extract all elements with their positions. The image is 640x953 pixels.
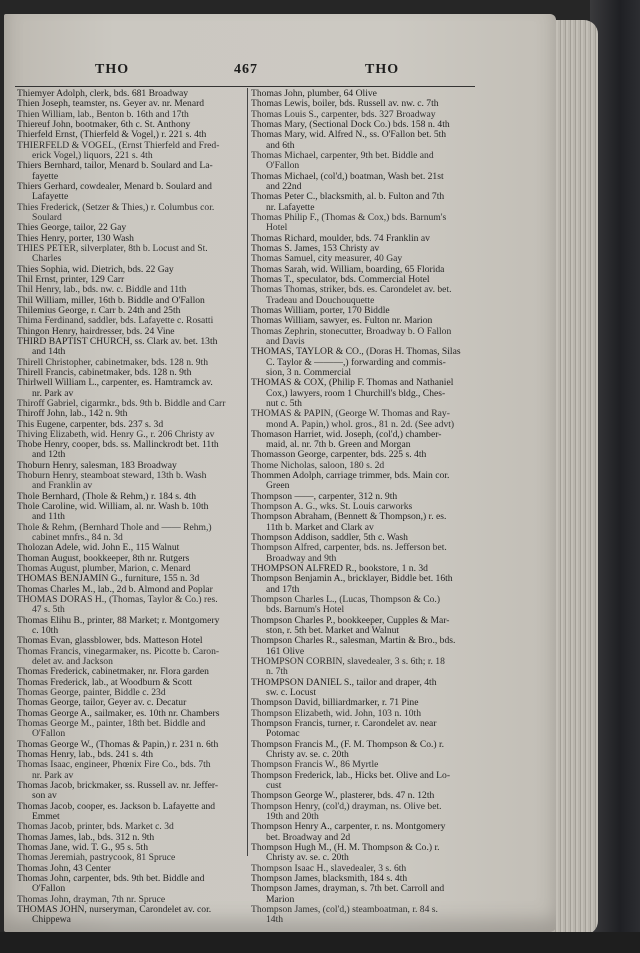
entry-line: Thiers Bernhard, tailor, Menard b. Soulard and La- (17, 160, 213, 172)
directory-entry (251, 678, 479, 699)
directory-entry (251, 285, 479, 306)
entry-continuation-line: Tradeau and Douchouquette (266, 294, 375, 306)
entry-line: Thierfeld Ernst, (Thierfeld & Vogel,) r. 221 s. 4th (17, 129, 207, 141)
entry-line: Thompson Alfred, carpenter, bds. ns. Jefferson bet. (251, 542, 447, 554)
entry-line: Thomas George, painter, Biddle c. 23d (17, 687, 166, 699)
entry-continuation-line: Emmet (32, 810, 60, 822)
directory-entry (17, 595, 246, 616)
directory-entry (17, 182, 246, 203)
entry-line: Thilemius George, r. Carr b. 24th and 25th (17, 304, 181, 316)
entry-line: Thies Henry, porter, 130 Wash (17, 232, 134, 244)
entry-line: Thompson Francis, turner, r. Carondelet av. near (251, 718, 437, 730)
entry-line: Thomas Isaac, engineer, Phœnix Fire Co., bds. 7th (17, 759, 211, 771)
directory-entry (17, 161, 246, 182)
directory-entry (17, 523, 246, 544)
entry-line: Thomas Jane, wid. T. G., 95 s. 5th (17, 841, 149, 853)
entry-line: Thomas Philip F., (Thomas & Cox,) bds. Barnum's (251, 211, 447, 223)
directory-entry (251, 192, 479, 213)
left-column (17, 89, 246, 926)
directory-entry (17, 874, 246, 895)
directory-entry (251, 616, 479, 637)
directory-entry (251, 213, 479, 234)
entry-line: Thies Frederick, (Setzer & Thies,) r. Columbus cor. (17, 201, 215, 213)
running-head-left: THO (95, 62, 130, 77)
entry-continuation-line: and 6th (266, 139, 295, 151)
entry-line: Thompson Abraham, (Bennett & Thompson,) r. es. (251, 511, 447, 523)
directory-entry (251, 636, 479, 657)
directory-entry (17, 502, 246, 523)
entry-line: THIERFELD & VOGEL, (Ernst Thierfeld and Fred- (17, 139, 220, 151)
entry-continuation-line: and Davis (266, 335, 305, 347)
entry-line: Thomas Jeremiah, pastrycook, 81 Spruce (17, 852, 176, 864)
entry-continuation-line: and 12th (32, 449, 66, 461)
entry-line: Thies Sophia, wid. Dietrich, bds. 22 Gay (17, 263, 174, 275)
entry-continuation-line: c. 10th (32, 625, 59, 637)
entry-line: Thommen Adolph, carriage trimmer, bds. Main cor. (251, 470, 450, 482)
entry-continuation-line: Christy av. se. c. 20th (266, 749, 349, 760)
directory-entry (17, 285, 246, 295)
entry-continuation-line: cabinet mnfrs., 84 n. 3d (32, 532, 123, 544)
entry-line: Thompson Hugh M., (H. M. Thompson & Co.) r. (251, 841, 440, 853)
entry-line: Thomas Peter C., blacksmith, al. b. Fulton and 7th (251, 191, 445, 203)
entry-line: THOMPSON ALFRED R., bookstore, 1 n. 3d (251, 563, 428, 575)
entry-continuation-line: maid, al. nr. 7th b. Green and Morgan (266, 439, 411, 451)
entry-line: Thole Caroline, wid. William, al. nr. Wash b. 10th (17, 501, 209, 513)
entry-line: Thien Joseph, teamster, ns. Geyer av. nr. Menard (17, 98, 205, 110)
entry-line: THOMPSON DANIEL S., tailor and draper, 4th (251, 676, 437, 688)
directory-entry (17, 409, 246, 419)
entry-continuation-line: O'Fallon (32, 883, 66, 895)
entry-line: Thompson Elizabeth, wid. John, 103 n. 10th (251, 707, 422, 719)
entry-continuation-line: O'Fallon (32, 728, 66, 740)
entry-line: THOMAS & COX, (Philip F. Thomas and Nathaniel (251, 377, 454, 389)
directory-entry (251, 843, 479, 864)
entry-line: Thompson Charles P., bookkeeper, Cupples & Mar- (251, 614, 450, 626)
entry-line: Thiroff Gabriel, cigarmkr., bds. 9th b. Biddle and Carr (17, 397, 226, 409)
entry-continuation-line: Hotel (266, 222, 288, 234)
directory-entry (17, 905, 246, 926)
entry-line: Tholozan Adele, wid. John E., 115 Walnut (17, 542, 180, 554)
entry-line: Thiereuf John, bootmaker, 6th c. St. Anthony (17, 118, 191, 130)
entry-line: Thomason Harriet, wid. Joseph, (col'd,) chamber- (251, 428, 442, 440)
entry-continuation-line: 14th (266, 914, 284, 926)
entry-continuation-line: 19th and 20th (266, 810, 319, 822)
entry-line: Thomas Jacob, brickmaker, ss. Russell av. nr. Jeffer- (17, 779, 219, 791)
entry-line: Thole & Rehm, (Bernhard Thole and —— Rehm,) (17, 521, 212, 533)
entry-line: Thiemyer Adolph, clerk, bds. 681 Broadway (17, 88, 189, 99)
directory-entry (17, 760, 246, 781)
entry-line: Thomas William, sawyer, es. Fulton nr. Marion (251, 315, 433, 327)
entry-line: Thome Nicholas, saloon, 180 s. 2d (251, 459, 385, 471)
entry-line: Thomas Henry, lab., bds. 241 s. 4th (17, 749, 154, 760)
directory-entry (17, 203, 246, 224)
entry-line: Thomas Samuel, city measurer, 40 Gay (251, 253, 403, 265)
directory-entry (251, 802, 479, 823)
directory-entry (251, 471, 479, 492)
directory-entry (251, 327, 479, 348)
table-surface (0, 932, 640, 953)
entry-line: Thiving Elizabeth, wid. Henry G., r. 206 Christy av (17, 428, 215, 440)
entry-line: Thomas Mary, wid. Alfred N., ss. O'Fallon bet. 5th (251, 129, 447, 141)
directory-entry (251, 822, 479, 843)
entry-continuation-line: n. 7th (266, 666, 288, 678)
directory-entry (17, 719, 246, 740)
directory-entry (17, 802, 246, 823)
entry-line: Thomas John, carpenter, bds. 9th bet. Biddle and (17, 872, 205, 884)
directory-entry (251, 409, 479, 430)
directory-entry (251, 595, 479, 616)
entry-line: Thomas George A., sailmaker, es. 10th nr. Chambers (17, 707, 220, 719)
entry-continuation-line: Green (266, 480, 290, 492)
directory-entry (251, 172, 479, 193)
entry-line: Thompson Frederick, lab., Hicks bet. Olive and Lo- (251, 769, 451, 781)
entry-line: Thomas Michael, (col'd,) boatman, Wash bet. 21st (251, 170, 444, 182)
entry-line: Thomas Jacob, printer, bds. Market c. 3d (17, 821, 174, 833)
entry-line: Thole Bernhard, (Thole & Rehm,) r. 184 s. 4th (17, 490, 197, 502)
entry-line: Thomas Francis, vinegarmaker, ns. Picotte b. Caron- (17, 645, 220, 657)
entry-continuation-line: nut c. 5th (266, 397, 302, 409)
right-column (251, 89, 479, 926)
entry-line: Thomas Thomas, striker, bds. es. Carondelet av. bet. (251, 284, 452, 296)
entry-line: Thoburn Henry, salesman, 183 Broadway (17, 459, 177, 471)
directory-entry (251, 130, 479, 151)
entry-line: Thomas Elihu B., printer, 88 Market; r. Montgomery (17, 614, 220, 626)
column-divider (247, 88, 248, 856)
entry-line: Thomas Frederick, cabinetmaker, nr. Flora garden (17, 666, 209, 678)
directory-entry (17, 616, 246, 637)
directory-entry (251, 719, 479, 740)
entry-line: Thiers Gerhard, cowdealer, Menard b. Soulard and (17, 180, 212, 192)
directory-entry (251, 316, 479, 326)
entry-line: Thomasson George, carpenter, bds. 225 s. 4th (251, 449, 427, 461)
directory-entry (17, 316, 246, 326)
entry-continuation-line: 47 s. 5th (32, 604, 65, 616)
entry-line: Thil William, miller, 16th b. Biddle and O'Fallon (17, 294, 205, 306)
directory-entry (251, 347, 479, 378)
directory-entry (251, 378, 479, 409)
entry-line: Thomas George, tailor, Geyer av. c. Decatur (17, 697, 187, 709)
entry-line: Thomas Mary, (Sectional Dock Co.) bds. 158 n. 4th (251, 118, 450, 130)
directory-entry (251, 151, 479, 172)
entry-continuation-line: O'Fallon (266, 160, 300, 172)
entry-continuation-line: Marion (266, 893, 295, 905)
entry-line: THOMPSON CORBIN, slavedealer, 3 s. 6th; r. 18 (251, 656, 445, 668)
entry-line: Thobe Henry, cooper, bds. ss. Mallinckrodt bet. 11th (17, 439, 219, 451)
entry-line: Thomas Sarah, wid. William, boarding, 65 Florida (251, 263, 445, 275)
entry-continuation-line: sion, 3 n. Commercial (266, 366, 351, 378)
entry-line: Thompson James, blacksmith, 184 s. 4th (251, 872, 408, 884)
entry-line: Thomas George W., (Thomas & Papin,) r. 231 n. 6th (17, 738, 219, 750)
directory-entry (17, 378, 246, 399)
entry-continuation-line: cust (266, 779, 282, 791)
entry-continuation-line: and 11th (32, 511, 65, 523)
entry-line: THOMAS BENJAMIN G., furniture, 155 n. 3d (17, 573, 200, 585)
entry-line: Thompson Benjamin A., bricklayer, Biddle bet. 16th (251, 573, 453, 585)
entry-line: Thil Henry, lab., bds. nw. c. Biddle and 11th (17, 284, 187, 296)
entry-line: Thompson Charles L., (Lucas, Thompson & Co.) (251, 594, 441, 606)
directory-entry (251, 884, 479, 905)
entry-line: Thomas James, lab., bds. 312 n. 9th (17, 831, 155, 843)
entry-line: Thomas John, 43 Center (17, 862, 111, 874)
entry-line: Thima Ferdinand, saddler, bds. Lafayette c. Rosatti (17, 315, 214, 327)
entry-line: Thompson ——, carpenter, 312 n. 9th (251, 490, 398, 502)
page-number: 467 (234, 62, 258, 77)
entry-continuation-line: nr. Park av (32, 769, 74, 781)
entry-continuation-line: and Franklin av (32, 480, 93, 492)
directory-entry (251, 771, 479, 792)
directory-entry (251, 512, 479, 533)
entry-line: Thomas George M., painter, 18th bet. Biddle and (17, 718, 206, 730)
entry-continuation-line: and 22nd (266, 180, 302, 192)
entry-line: Thien William, lab., Benton b. 16th and 17th (17, 108, 189, 120)
entry-continuation-line: erick Vogel,) liquors, 221 s. 4th (32, 149, 153, 161)
entry-line: Thompson David, billiardmarker, r. 71 Pine (251, 697, 419, 709)
entry-continuation-line: nr. Park av (32, 387, 74, 399)
entry-line: Thomas Jacob, cooper, es. Jackson b. Lafayette and (17, 800, 216, 812)
entry-continuation-line: and 14th (32, 346, 66, 358)
entry-line: Thompson Francis W., 86 Myrtle (251, 759, 379, 771)
directory-entry (251, 543, 479, 564)
entry-line: Thirell Christopher, cabinetmaker, bds. 128 n. 9th (17, 356, 209, 368)
entry-line: THOMAS & PAPIN, (George W. Thomas and Ray- (251, 408, 450, 420)
entry-line: Thomas Richard, moulder, bds. 74 Franklin av (251, 232, 430, 244)
entry-continuation-line: C. Taylor & ———,) forwarding and commis- (266, 356, 446, 368)
entry-continuation-line: Charles (32, 253, 62, 265)
entry-continuation-line: Christy av. se. c. 20th (266, 852, 349, 864)
entry-line: Thirlwell William L., carpenter, es. Hamtramck av. (17, 377, 213, 389)
entry-continuation-line: Chippewa (32, 914, 71, 926)
entry-line: Thiroff John, lab., 142 n. 9th (17, 408, 128, 420)
entry-line: Thomas John, plumber, 64 Olive (251, 88, 377, 99)
directory-entry (17, 440, 246, 461)
entry-line: Thomas Michael, carpenter, 9th bet. Biddle and (251, 149, 434, 161)
entry-continuation-line: nr. Lafayette (266, 201, 315, 213)
entry-line: Thomas Lewis, boiler, bds. Russell av. nw. c. 7th (251, 98, 439, 110)
entry-line: Thompson Francis M., (F. M. Thompson & Co.) r. (251, 738, 445, 750)
header-rule (15, 86, 475, 87)
entry-line: Thompson James, drayman, s. 7th bet. Carroll and (251, 883, 445, 895)
entry-continuation-line: son av (32, 790, 57, 802)
entry-continuation-line: 161 Olive (266, 645, 305, 657)
entry-line: Thomas Frederick, lab., at Woodburn & Scott (17, 676, 193, 688)
entry-line: Thompson George W., plasterer, bds. 47 n. 12th (251, 790, 435, 802)
directory-entry (17, 781, 246, 802)
entry-line: Thompson Henry A., carpenter, r. ns. Montgomery (251, 821, 446, 833)
entry-line: Thil Ernst, printer, 129 Carr (17, 273, 125, 285)
entry-line: Thies George, tailor, 22 Gay (17, 222, 127, 234)
entry-line: Thomas T., speculator, bds. Commercial Hotel (251, 273, 430, 285)
entry-continuation-line: fayette (32, 170, 59, 182)
directory-entry (251, 574, 479, 595)
directory-entry (17, 141, 246, 162)
entry-continuation-line: Lafayette (32, 191, 69, 203)
entry-continuation-line: ston, r. 5th bet. Market and Walnut (266, 625, 400, 637)
entry-line: Thirell Francis, cabinetmaker, bds. 128 n. 9th (17, 366, 192, 378)
entry-line: Thomas John, drayman, 7th nr. Spruce (17, 893, 166, 905)
running-head-right: THO (365, 62, 400, 77)
entry-line: THIRD BAPTIST CHURCH, ss. Clark av. bet. 13th (17, 335, 218, 347)
entry-continuation-line: Broadway and 9th (266, 552, 337, 564)
entry-line: Thomas Evan, glassblower, bds. Matteson Hotel (17, 635, 203, 647)
entry-line: Thomas Louis S., carpenter, bds. 327 Broadway (251, 108, 436, 120)
directory-entry (17, 471, 246, 492)
entry-line: Thomas Zephrin, stonecutter, Broadway b. O Fallon (251, 325, 452, 337)
entry-continuation-line: bet. Broadway and 2d (266, 831, 351, 843)
entry-continuation-line: Cox,) lawyers, room 1 Churchill's bldg., Ches- (266, 387, 446, 399)
entry-line: Thomas August, plumber, Marion, c. Menard (17, 563, 191, 575)
entry-line: THOMAS JOHN, nurseryman, Carondelet av. cor. (17, 903, 212, 915)
entry-line: Thompson Henry, (col'd,) drayman, ns. Olive bet. (251, 800, 442, 812)
entry-line: This Eugene, carpenter, bds. 237 s. 3d (17, 418, 164, 430)
entry-line: Thompson A. G., wks. St. Louis carworks (251, 501, 413, 513)
directory-entry (17, 244, 246, 265)
entry-line: Thompson Charles R., salesman, Martin & Bro., bds. (251, 635, 456, 647)
entry-continuation-line: Soulard (32, 211, 62, 223)
entry-line: Thompson James, (col'd,) steamboatman, r. 84 s. (251, 903, 438, 915)
entry-line: THOMAS DORAS H., (Thomas, Taylor & Co.) res. (17, 594, 218, 606)
entry-line: Thompson Isaac H., slavedealer, 3 s. 6th (251, 862, 407, 874)
entry-line: Thoman August, bookkeeper, 8th nr. Rutgers (17, 552, 190, 564)
entry-continuation-line: Potomac (266, 728, 300, 740)
entry-line: Thomas S. James, 153 Christy av (251, 242, 380, 254)
entry-continuation-line: 11th b. Market and Clark av (266, 521, 374, 533)
directory-entry (17, 337, 246, 358)
directory-entry (251, 657, 479, 678)
entry-line: Thomas William, porter, 170 Biddle (251, 304, 390, 316)
entry-line: THIES PETER, silverplater, 8th b. Locust and St. (17, 242, 208, 254)
entry-line: Thoburn Henry, steamboat steward, 13th b. Wash (17, 470, 207, 482)
entry-continuation-line: bds. Barnum's Hotel (266, 604, 345, 616)
directory-entry (251, 905, 479, 926)
entry-line: Thingon Henry, hairdresser, bds. 24 Vine (17, 325, 175, 337)
directory-entry (251, 430, 479, 451)
entry-line: Thomas Charles M., lab., 2d b. Almond and Poplar (17, 583, 213, 595)
entry-continuation-line: sw. c. Locust (266, 687, 317, 699)
entry-continuation-line: delet av. and Jackson (32, 656, 113, 668)
directory-entry (251, 740, 479, 761)
entry-continuation-line: and 17th (266, 583, 300, 595)
entry-line: Thompson Addison, saddler, 5th c. Wash (251, 532, 408, 544)
directory-entry (17, 647, 246, 668)
entry-continuation-line: mond A. Papin,) whol. gros., 81 n. 2d. (See advt) (266, 418, 455, 430)
entry-line: THOMAS, TAYLOR & CO., (Doras H. Thomas, Silas (251, 346, 461, 358)
